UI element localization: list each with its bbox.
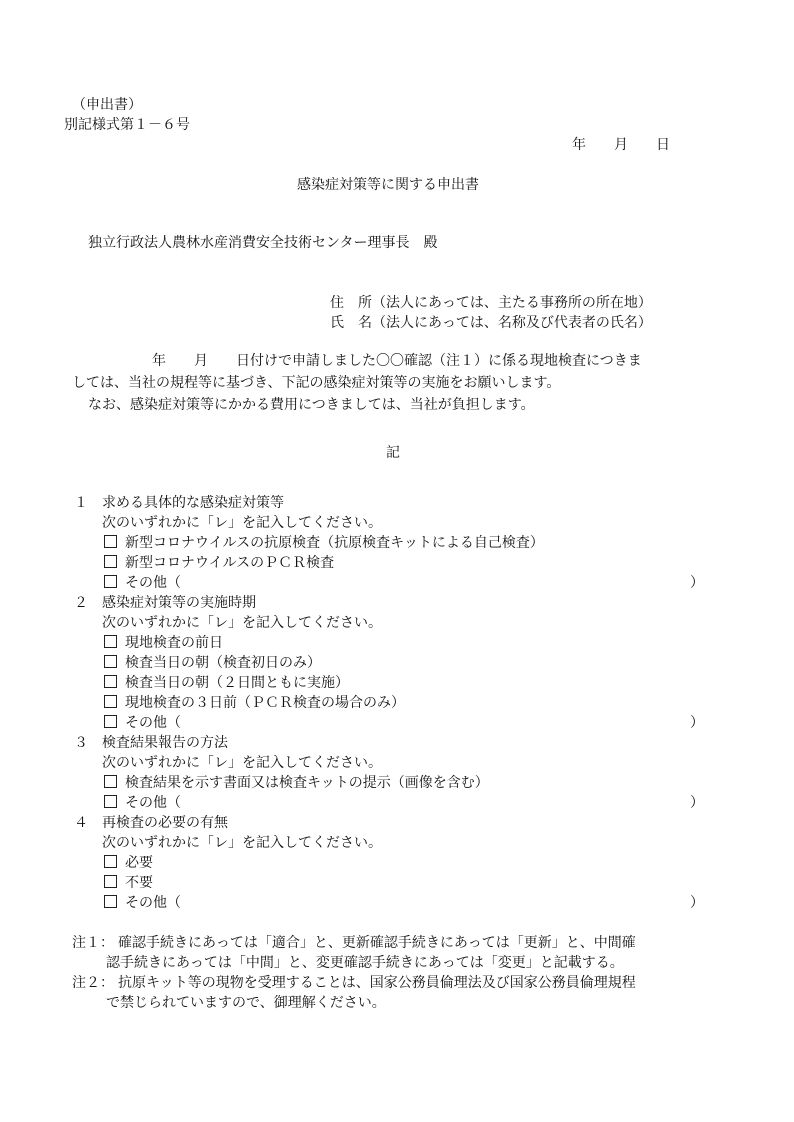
note-2-label: 注２： [72, 975, 114, 991]
section-instruction: 次のいずれかに「レ」を記入してください。 [102, 615, 382, 631]
addressee: 独立行政法人農林水産消費安全技術センター理事長 殿 [88, 235, 438, 251]
section-instruction: 次のいずれかに「レ」を記入してください。 [102, 515, 382, 531]
address-line: 住 所（法人にあっては、主たる事務所の所在地） [330, 295, 652, 311]
checkbox-icon[interactable] [104, 555, 117, 568]
document-title: 感染症対策等に関する申出書 [297, 177, 479, 193]
note-1-label: 注１： [72, 935, 114, 951]
checkbox-option[interactable]: その他（ [104, 573, 181, 593]
checkbox-option[interactable]: 新型コロナウイルスのＰＣＲ検査 [104, 553, 334, 573]
checkbox-option[interactable]: 検査当日の朝（２日間ともに実施） [104, 673, 349, 693]
checkbox-option[interactable]: 検査結果を示す書面又は検査キットの提示（画像を含む） [104, 773, 489, 793]
section-number: ２ [74, 595, 88, 611]
checkbox-icon[interactable] [104, 655, 117, 668]
checkbox-icon[interactable] [104, 635, 117, 648]
section-instruction: 次のいずれかに「レ」を記入してください。 [102, 755, 382, 771]
checkbox-option[interactable]: その他（ [104, 893, 181, 913]
checkbox-icon[interactable] [104, 875, 117, 888]
section-heading: 感染症対策等の実施時期 [102, 595, 256, 611]
date-line: 年 月 日 [572, 137, 670, 153]
note-1-line-1: 確認手続きにあっては「適合」と、更新確認手続きにあっては「更新」と、中間確 [118, 935, 636, 951]
checkbox-option[interactable]: その他（ [104, 793, 181, 813]
section-heading: 求める具体的な感染症対策等 [102, 495, 284, 511]
ki-heading: 記 [386, 445, 400, 461]
close-paren: ） [690, 795, 704, 811]
section-number: １ [74, 495, 88, 511]
note-2-line-2: で禁じられていますので、御理解ください。 [106, 995, 386, 1011]
checkbox-option[interactable]: 現地検査の３日前（ＰＣＲ検査の場合のみ） [104, 693, 405, 713]
checkbox-option[interactable]: 必要 [104, 853, 153, 873]
close-paren: ） [690, 895, 704, 911]
section-number: ３ [74, 735, 88, 751]
section-heading: 再検査の必要の有無 [102, 815, 228, 831]
intro-line-3: なお、感染症対策等にかかる費用につきましては、当社が負担します。 [88, 397, 535, 413]
intro-line-1: 年 月 日付けで申請しました〇〇確認（注１）に係る現地検査につきま [152, 353, 642, 369]
note-2-line-1: 抗原キット等の現物を受理することは、国家公務員倫理法及び国家公務員倫理規程 [118, 975, 636, 991]
checkbox-option[interactable]: 不要 [104, 873, 153, 893]
section-heading: 検査結果報告の方法 [102, 735, 228, 751]
checkbox-icon[interactable] [104, 795, 117, 808]
checkbox-icon[interactable] [104, 535, 117, 548]
form-number: 別記様式第１－６号 [64, 117, 190, 133]
checkbox-option[interactable]: 現地検査の前日 [104, 633, 223, 653]
close-paren: ） [690, 575, 704, 591]
checkbox-icon[interactable] [104, 575, 117, 588]
checkbox-icon[interactable] [104, 675, 117, 688]
checkbox-icon[interactable] [104, 695, 117, 708]
close-paren: ） [690, 715, 704, 731]
name-line: 氏 名（法人にあっては、名称及び代表者の氏名） [330, 315, 652, 331]
section-number: ４ [74, 815, 88, 831]
document-kind: （申出書） [72, 97, 142, 113]
checkbox-option[interactable]: 検査当日の朝（検査初日のみ） [104, 653, 321, 673]
checkbox-icon[interactable] [104, 775, 117, 788]
checkbox-option[interactable]: その他（ [104, 713, 181, 733]
intro-line-2: しては、当社の規程等に基づき、下記の感染症対策等の実施をお願いします。 [72, 375, 561, 391]
checkbox-option[interactable]: 新型コロナウイルスの抗原検査（抗原検査キットによる自己検査） [104, 533, 544, 553]
checkbox-icon[interactable] [104, 715, 117, 728]
section-instruction: 次のいずれかに「レ」を記入してください。 [102, 835, 382, 851]
checkbox-icon[interactable] [104, 855, 117, 868]
checkbox-icon[interactable] [104, 895, 117, 908]
note-1-line-2: 認手続きにあっては「中間」と、変更確認手続きにあっては「変更」と記載する。 [106, 955, 624, 971]
